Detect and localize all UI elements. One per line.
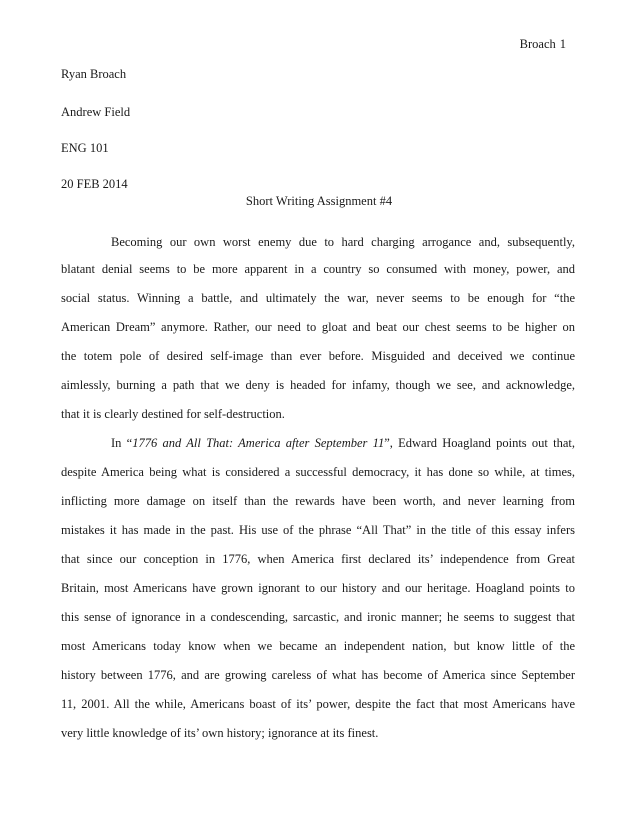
paragraph-2-line: history between 1776, and are growing careless of what has become of America since September <box>61 668 575 682</box>
instructor-name: Andrew Field <box>61 105 131 119</box>
course-name: ENG 101 <box>61 141 109 155</box>
paragraph-2-line: very little knowledge of its’ own history; ignorance at its finest. <box>61 726 379 740</box>
running-header <box>520 37 566 52</box>
header-page-number: 1 <box>559 37 566 51</box>
first-line-rest: ”, Edward Hoagland points out that, <box>384 436 576 450</box>
paragraph-2-line: inflicting more damage on itself than the rewards have been worth, and never learning from <box>61 494 575 508</box>
paragraph-1-line: that it is clearly destined for self-destruction. <box>61 407 285 421</box>
paragraph-2-line: Britain, most Americans have grown ignorant to our history and our heritage. Hoagland points to <box>61 581 575 595</box>
paragraph-2-line: that since our conception in 1776, when America first declared its’ independence from Great <box>61 552 575 566</box>
paragraph-1-line: social status. Winning a battle, and ultimately the war, never seems to be enough for “the <box>61 291 575 305</box>
paragraph-2-line: 11, 2001. All the while, Americans boast of its’ power, despite the fact that most Americans have <box>61 697 575 711</box>
paragraph-2-line: despite America being what is considered a successful democracy, it has done so while, at times, <box>61 465 575 479</box>
cited-essay-title: 1776 and All That: America after September 11 <box>132 436 385 450</box>
paragraph-2-line: most Americans today know when we became an independent nation, but know little of the <box>61 639 575 653</box>
header-author: Broach <box>519 37 556 51</box>
paragraph-1-line: American Dream” anymore. Rather, our need to gloat and beat our chest seems to be higher on <box>61 320 575 334</box>
paragraph-2-first-line <box>111 435 575 451</box>
paragraph-1-line: blatant denial seems to be more apparent in a country so consumed with money, power, and <box>61 262 575 276</box>
paragraph-1-line: the totem pole of desired self-image than ever before. Misguided and deceived we continue <box>61 349 575 363</box>
date: 20 FEB 2014 <box>61 177 128 191</box>
paragraph-2-line: mistakes it has made in the past. His use of the phrase “All That” in the title of this essay infers <box>61 523 575 537</box>
essay-title: Short Writing Assignment #4 <box>245 194 393 208</box>
quote-open: In “ <box>111 436 133 450</box>
paragraph-1-line: aimlessly, burning a path that we deny is headed for infamy, though we see, and acknowledge, <box>61 378 575 392</box>
paragraph-1-line: Becoming our own worst enemy due to hard charging arrogance and, subsequently, <box>111 235 575 249</box>
paragraph-2-line: this sense of ignorance in a condescending, sarcastic, and ironic manner; he seems to suggest that <box>61 610 575 624</box>
student-name: Ryan Broach <box>61 67 127 81</box>
